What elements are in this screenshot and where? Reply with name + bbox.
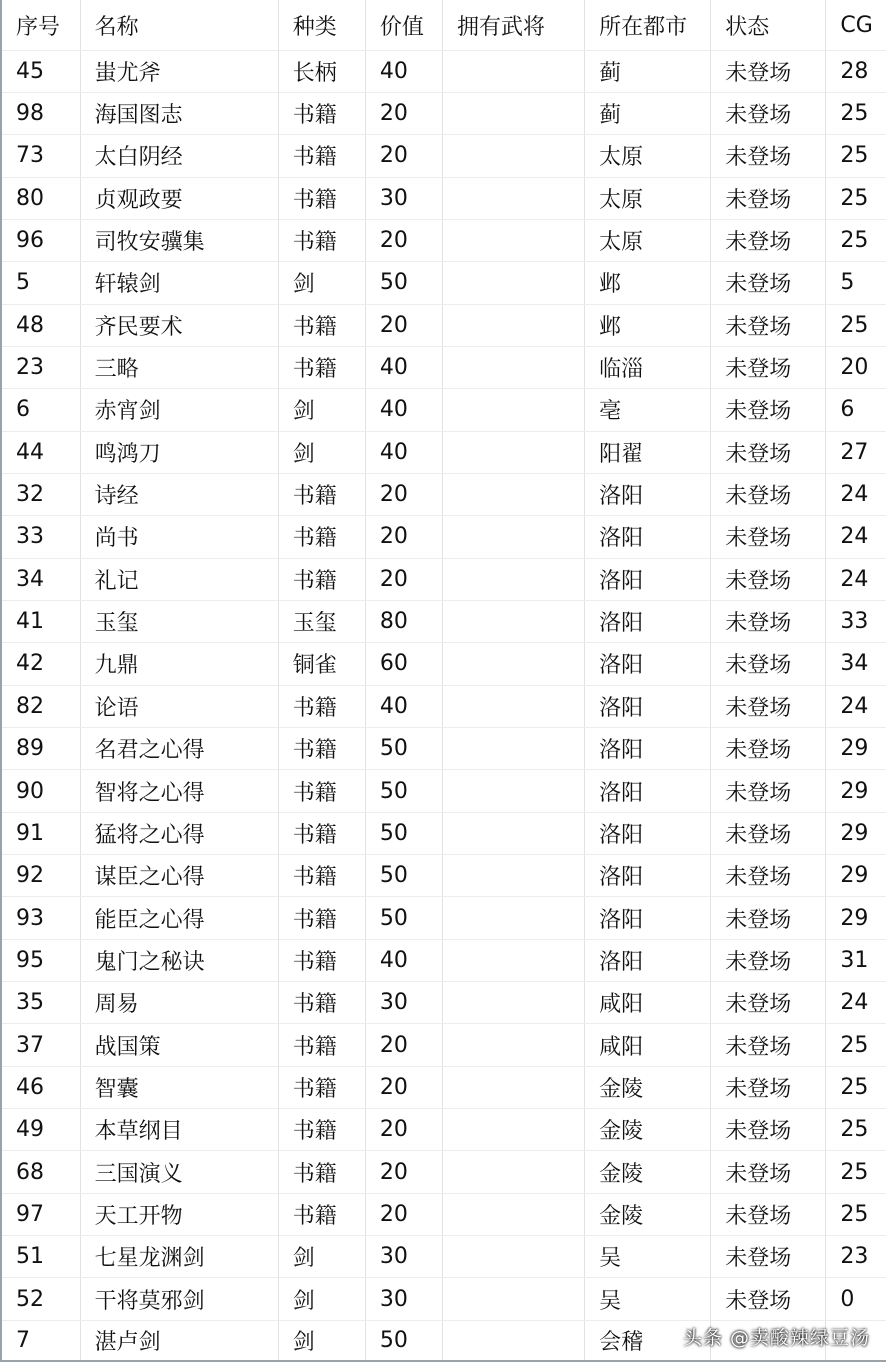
cell-status[interactable]: 未登场 xyxy=(711,304,826,346)
cell-owner[interactable] xyxy=(442,177,584,219)
cell-type[interactable]: 剑 xyxy=(278,262,365,304)
cell-id[interactable]: 98 xyxy=(1,92,80,134)
cell-type[interactable]: 书籍 xyxy=(278,304,365,346)
cell-value[interactable]: 20 xyxy=(365,1151,442,1193)
cell-cg[interactable]: 31 xyxy=(826,939,886,981)
cell-value[interactable]: 40 xyxy=(365,685,442,727)
table-row[interactable] xyxy=(1,855,886,897)
cell-cg[interactable]: 27 xyxy=(826,431,886,473)
cell-owner[interactable] xyxy=(442,1193,584,1235)
cell-owner[interactable] xyxy=(442,600,584,642)
cell-value[interactable]: 20 xyxy=(365,558,442,600)
cell-status[interactable]: 未登场 xyxy=(711,1109,826,1151)
cell-id[interactable]: 33 xyxy=(1,516,80,558)
cell-type[interactable]: 书籍 xyxy=(278,1066,365,1108)
cell-cg[interactable]: 29 xyxy=(826,855,886,897)
cell-cg[interactable] xyxy=(826,1320,886,1361)
cell-name[interactable]: 湛卢剑 xyxy=(80,1320,278,1361)
cell-cg[interactable]: 25 xyxy=(826,1151,886,1193)
cell-cg[interactable]: 34 xyxy=(826,643,886,685)
cell-name[interactable]: 战国策 xyxy=(80,1024,278,1066)
cell-cg[interactable]: 29 xyxy=(826,897,886,939)
cell-id[interactable]: 5 xyxy=(1,262,80,304)
cell-id[interactable]: 90 xyxy=(1,770,80,812)
cell-type[interactable]: 书籍 xyxy=(278,728,365,770)
cell-value[interactable]: 40 xyxy=(365,346,442,388)
cell-city[interactable]: 蓟 xyxy=(585,92,711,134)
cell-status[interactable]: 未登场 xyxy=(711,219,826,261)
cell-city[interactable]: 咸阳 xyxy=(585,1024,711,1066)
cell-type[interactable]: 书籍 xyxy=(278,1151,365,1193)
table-row[interactable] xyxy=(1,728,886,770)
cell-value[interactable]: 40 xyxy=(365,50,442,92)
cell-owner[interactable] xyxy=(442,855,584,897)
cell-name[interactable]: 三略 xyxy=(80,346,278,388)
cell-value[interactable]: 20 xyxy=(365,1024,442,1066)
table-row[interactable] xyxy=(1,812,886,854)
cell-owner[interactable] xyxy=(442,50,584,92)
cell-owner[interactable] xyxy=(442,770,584,812)
table-row[interactable] xyxy=(1,431,886,473)
cell-owner[interactable] xyxy=(442,1278,584,1320)
cell-type[interactable]: 书籍 xyxy=(278,516,365,558)
cell-name[interactable]: 蚩尤斧 xyxy=(80,50,278,92)
cell-type[interactable]: 书籍 xyxy=(278,1024,365,1066)
cell-value[interactable]: 20 xyxy=(365,304,442,346)
cell-type[interactable]: 书籍 xyxy=(278,92,365,134)
cell-type[interactable]: 书籍 xyxy=(278,177,365,219)
cell-owner[interactable] xyxy=(442,1236,584,1278)
cell-value[interactable]: 20 xyxy=(365,516,442,558)
cell-value[interactable]: 20 xyxy=(365,219,442,261)
cell-cg[interactable]: 25 xyxy=(826,1109,886,1151)
cell-name[interactable]: 贞观政要 xyxy=(80,177,278,219)
cell-cg[interactable]: 29 xyxy=(826,812,886,854)
cell-status[interactable]: 未登场 xyxy=(711,346,826,388)
cell-name[interactable]: 诗经 xyxy=(80,473,278,515)
cell-cg[interactable]: 28 xyxy=(826,50,886,92)
cell-city[interactable]: 洛阳 xyxy=(585,939,711,981)
cell-status[interactable]: 未登场 xyxy=(711,643,826,685)
cell-name[interactable]: 周易 xyxy=(80,982,278,1024)
table-row[interactable] xyxy=(1,262,886,304)
table-row[interactable] xyxy=(1,897,886,939)
cell-status[interactable]: 未登场 xyxy=(711,262,826,304)
cell-name[interactable]: 干将莫邪剑 xyxy=(80,1278,278,1320)
cell-cg[interactable]: 0 xyxy=(826,1278,886,1320)
cell-value[interactable]: 50 xyxy=(365,770,442,812)
cell-owner[interactable] xyxy=(442,473,584,515)
cell-type[interactable]: 书籍 xyxy=(278,473,365,515)
cell-owner[interactable] xyxy=(442,939,584,981)
cell-owner[interactable] xyxy=(442,346,584,388)
cell-type[interactable]: 书籍 xyxy=(278,685,365,727)
table-row[interactable] xyxy=(1,1109,886,1151)
cell-name[interactable]: 三国演义 xyxy=(80,1151,278,1193)
cell-city[interactable]: 金陵 xyxy=(585,1193,711,1235)
cell-owner[interactable] xyxy=(442,812,584,854)
cell-status[interactable]: 未登场 xyxy=(711,516,826,558)
cell-owner[interactable] xyxy=(442,685,584,727)
cell-cg[interactable]: 24 xyxy=(826,473,886,515)
column-header-name[interactable]: 名称 xyxy=(80,0,278,50)
table-row[interactable] xyxy=(1,600,886,642)
table-row[interactable] xyxy=(1,219,886,261)
cell-cg[interactable]: 20 xyxy=(826,346,886,388)
cell-value[interactable]: 80 xyxy=(365,600,442,642)
cell-type[interactable]: 剑 xyxy=(278,1320,365,1361)
cell-type[interactable]: 书籍 xyxy=(278,982,365,1024)
cell-status[interactable] xyxy=(711,1320,826,1361)
table-row[interactable] xyxy=(1,1236,886,1278)
cell-city[interactable]: 洛阳 xyxy=(585,600,711,642)
cell-name[interactable]: 能臣之心得 xyxy=(80,897,278,939)
cell-type[interactable]: 剑 xyxy=(278,389,365,431)
cell-id[interactable]: 92 xyxy=(1,855,80,897)
cell-name[interactable]: 赤宵剑 xyxy=(80,389,278,431)
cell-name[interactable]: 齐民要术 xyxy=(80,304,278,346)
cell-type[interactable]: 铜雀 xyxy=(278,643,365,685)
table-row[interactable] xyxy=(1,346,886,388)
cell-status[interactable]: 未登场 xyxy=(711,92,826,134)
cell-owner[interactable] xyxy=(442,92,584,134)
cell-id[interactable]: 7 xyxy=(1,1320,80,1361)
cell-id[interactable]: 37 xyxy=(1,1024,80,1066)
cell-id[interactable]: 49 xyxy=(1,1109,80,1151)
cell-city[interactable]: 金陵 xyxy=(585,1151,711,1193)
cell-name[interactable]: 论语 xyxy=(80,685,278,727)
cell-city[interactable]: 洛阳 xyxy=(585,855,711,897)
cell-type[interactable]: 长柄 xyxy=(278,50,365,92)
cell-owner[interactable] xyxy=(442,728,584,770)
cell-id[interactable]: 48 xyxy=(1,304,80,346)
cell-cg[interactable]: 25 xyxy=(826,219,886,261)
cell-value[interactable]: 30 xyxy=(365,1236,442,1278)
cell-owner[interactable] xyxy=(442,389,584,431)
table-row[interactable] xyxy=(1,643,886,685)
cell-id[interactable]: 42 xyxy=(1,643,80,685)
cell-status[interactable]: 未登场 xyxy=(711,855,826,897)
cell-city[interactable]: 吴 xyxy=(585,1236,711,1278)
cell-city[interactable]: 邺 xyxy=(585,304,711,346)
cell-type[interactable]: 书籍 xyxy=(278,346,365,388)
cell-city[interactable]: 洛阳 xyxy=(585,516,711,558)
cell-city[interactable]: 咸阳 xyxy=(585,982,711,1024)
table-row[interactable] xyxy=(1,1024,886,1066)
cell-id[interactable]: 35 xyxy=(1,982,80,1024)
cell-cg[interactable]: 24 xyxy=(826,558,886,600)
cell-value[interactable]: 30 xyxy=(365,1278,442,1320)
table-row[interactable] xyxy=(1,304,886,346)
cell-type[interactable]: 书籍 xyxy=(278,897,365,939)
cell-value[interactable]: 50 xyxy=(365,262,442,304)
cell-id[interactable]: 93 xyxy=(1,897,80,939)
cell-value[interactable]: 50 xyxy=(365,855,442,897)
cell-owner[interactable] xyxy=(442,1109,584,1151)
cell-cg[interactable]: 25 xyxy=(826,92,886,134)
cell-type[interactable]: 书籍 xyxy=(278,135,365,177)
cell-name[interactable]: 天工开物 xyxy=(80,1193,278,1235)
cell-owner[interactable] xyxy=(442,219,584,261)
cell-status[interactable]: 未登场 xyxy=(711,135,826,177)
cell-owner[interactable] xyxy=(442,982,584,1024)
cell-value[interactable]: 30 xyxy=(365,982,442,1024)
cell-status[interactable]: 未登场 xyxy=(711,1236,826,1278)
table-row[interactable] xyxy=(1,389,886,431)
column-header-type[interactable]: 种类 xyxy=(278,0,365,50)
cell-city[interactable]: 吴 xyxy=(585,1278,711,1320)
cell-city[interactable]: 阳翟 xyxy=(585,431,711,473)
cell-cg[interactable]: 29 xyxy=(826,770,886,812)
table-row[interactable] xyxy=(1,92,886,134)
table-row[interactable] xyxy=(1,473,886,515)
cell-value[interactable]: 20 xyxy=(365,135,442,177)
cell-value[interactable]: 20 xyxy=(365,1066,442,1108)
cell-value[interactable]: 40 xyxy=(365,389,442,431)
cell-type[interactable]: 书籍 xyxy=(278,1109,365,1151)
table-row[interactable] xyxy=(1,685,886,727)
cell-id[interactable]: 73 xyxy=(1,135,80,177)
cell-id[interactable]: 45 xyxy=(1,50,80,92)
cell-id[interactable]: 97 xyxy=(1,1193,80,1235)
cell-id[interactable]: 51 xyxy=(1,1236,80,1278)
cell-id[interactable]: 89 xyxy=(1,728,80,770)
table-row[interactable] xyxy=(1,770,886,812)
cell-name[interactable]: 司牧安骥集 xyxy=(80,219,278,261)
cell-cg[interactable]: 23 xyxy=(826,1236,886,1278)
cell-status[interactable]: 未登场 xyxy=(711,685,826,727)
cell-id[interactable]: 52 xyxy=(1,1278,80,1320)
cell-city[interactable]: 洛阳 xyxy=(585,558,711,600)
cell-type[interactable]: 书籍 xyxy=(278,812,365,854)
cell-status[interactable]: 未登场 xyxy=(711,812,826,854)
cell-type[interactable]: 书籍 xyxy=(278,855,365,897)
table-row[interactable] xyxy=(1,939,886,981)
cell-id[interactable]: 34 xyxy=(1,558,80,600)
cell-status[interactable]: 未登场 xyxy=(711,473,826,515)
cell-city[interactable]: 太原 xyxy=(585,219,711,261)
cell-city[interactable]: 太原 xyxy=(585,135,711,177)
cell-name[interactable]: 轩辕剑 xyxy=(80,262,278,304)
cell-name[interactable]: 太白阴经 xyxy=(80,135,278,177)
column-header-status[interactable]: 状态 xyxy=(711,0,826,50)
cell-id[interactable]: 95 xyxy=(1,939,80,981)
cell-status[interactable]: 未登场 xyxy=(711,177,826,219)
cell-type[interactable]: 剑 xyxy=(278,1236,365,1278)
table-row[interactable] xyxy=(1,982,886,1024)
cell-owner[interactable] xyxy=(442,643,584,685)
cell-name[interactable]: 本草纲目 xyxy=(80,1109,278,1151)
cell-name[interactable]: 九鼎 xyxy=(80,643,278,685)
cell-status[interactable]: 未登场 xyxy=(711,431,826,473)
cell-cg[interactable]: 29 xyxy=(826,728,886,770)
table-row[interactable] xyxy=(1,1193,886,1235)
cell-name[interactable]: 海国图志 xyxy=(80,92,278,134)
cell-name[interactable]: 猛将之心得 xyxy=(80,812,278,854)
cell-id[interactable]: 68 xyxy=(1,1151,80,1193)
cell-id[interactable]: 32 xyxy=(1,473,80,515)
cell-owner[interactable] xyxy=(442,516,584,558)
cell-type[interactable]: 剑 xyxy=(278,431,365,473)
cell-status[interactable]: 未登场 xyxy=(711,1151,826,1193)
cell-owner[interactable] xyxy=(442,135,584,177)
table-row[interactable] xyxy=(1,1151,886,1193)
cell-value[interactable]: 50 xyxy=(365,897,442,939)
cell-status[interactable]: 未登场 xyxy=(711,1024,826,1066)
cell-type[interactable]: 书籍 xyxy=(278,939,365,981)
cell-type[interactable]: 书籍 xyxy=(278,558,365,600)
cell-cg[interactable]: 25 xyxy=(826,1024,886,1066)
cell-name[interactable]: 名君之心得 xyxy=(80,728,278,770)
cell-value[interactable]: 20 xyxy=(365,1193,442,1235)
cell-name[interactable]: 智囊 xyxy=(80,1066,278,1108)
cell-cg[interactable]: 25 xyxy=(826,1193,886,1235)
cell-name[interactable]: 智将之心得 xyxy=(80,770,278,812)
cell-status[interactable]: 未登场 xyxy=(711,1193,826,1235)
cell-id[interactable]: 96 xyxy=(1,219,80,261)
cell-city[interactable]: 洛阳 xyxy=(585,685,711,727)
cell-city[interactable]: 洛阳 xyxy=(585,897,711,939)
cell-cg[interactable]: 25 xyxy=(826,135,886,177)
cell-owner[interactable] xyxy=(442,1024,584,1066)
cell-id[interactable]: 44 xyxy=(1,431,80,473)
cell-cg[interactable]: 25 xyxy=(826,304,886,346)
cell-city[interactable]: 洛阳 xyxy=(585,643,711,685)
cell-city[interactable]: 会稽 xyxy=(585,1320,711,1361)
cell-owner[interactable] xyxy=(442,1066,584,1108)
cell-status[interactable]: 未登场 xyxy=(711,1278,826,1320)
cell-city[interactable]: 亳 xyxy=(585,389,711,431)
cell-owner[interactable] xyxy=(442,304,584,346)
cell-cg[interactable]: 5 xyxy=(826,262,886,304)
cell-value[interactable]: 40 xyxy=(365,939,442,981)
cell-status[interactable]: 未登场 xyxy=(711,897,826,939)
cell-city[interactable]: 洛阳 xyxy=(585,728,711,770)
cell-value[interactable]: 20 xyxy=(365,1109,442,1151)
cell-id[interactable]: 46 xyxy=(1,1066,80,1108)
cell-name[interactable]: 玉玺 xyxy=(80,600,278,642)
cell-city[interactable]: 临淄 xyxy=(585,346,711,388)
cell-city[interactable]: 邺 xyxy=(585,262,711,304)
column-header-cg[interactable]: CG xyxy=(826,0,886,50)
cell-value[interactable]: 40 xyxy=(365,431,442,473)
cell-cg[interactable]: 24 xyxy=(826,685,886,727)
cell-owner[interactable] xyxy=(442,897,584,939)
cell-city[interactable]: 洛阳 xyxy=(585,473,711,515)
cell-cg[interactable]: 24 xyxy=(826,982,886,1024)
cell-value[interactable]: 20 xyxy=(365,92,442,134)
cell-city[interactable]: 洛阳 xyxy=(585,770,711,812)
table-row[interactable] xyxy=(1,1320,886,1361)
column-header-id[interactable]: 序号 xyxy=(1,0,80,50)
column-header-owner[interactable]: 拥有武将 xyxy=(442,0,584,50)
cell-owner[interactable] xyxy=(442,1151,584,1193)
cell-id[interactable]: 23 xyxy=(1,346,80,388)
cell-name[interactable]: 鸣鸿刀 xyxy=(80,431,278,473)
cell-city[interactable]: 蓟 xyxy=(585,50,711,92)
cell-cg[interactable]: 25 xyxy=(826,1066,886,1108)
cell-owner[interactable] xyxy=(442,431,584,473)
table-row[interactable] xyxy=(1,1066,886,1108)
cell-status[interactable]: 未登场 xyxy=(711,770,826,812)
column-header-value[interactable]: 价值 xyxy=(365,0,442,50)
cell-type[interactable]: 书籍 xyxy=(278,1193,365,1235)
table-row[interactable] xyxy=(1,135,886,177)
cell-name[interactable]: 尚书 xyxy=(80,516,278,558)
cell-id[interactable]: 6 xyxy=(1,389,80,431)
cell-value[interactable]: 20 xyxy=(365,473,442,515)
cell-status[interactable]: 未登场 xyxy=(711,728,826,770)
cell-status[interactable]: 未登场 xyxy=(711,389,826,431)
cell-name[interactable]: 谋臣之心得 xyxy=(80,855,278,897)
cell-city[interactable]: 金陵 xyxy=(585,1066,711,1108)
cell-owner[interactable] xyxy=(442,1320,584,1361)
table-row[interactable] xyxy=(1,558,886,600)
header-row xyxy=(1,0,886,50)
cell-city[interactable]: 太原 xyxy=(585,177,711,219)
table-row[interactable] xyxy=(1,516,886,558)
table-row[interactable] xyxy=(1,50,886,92)
cell-status[interactable]: 未登场 xyxy=(711,50,826,92)
cell-status[interactable]: 未登场 xyxy=(711,600,826,642)
cell-owner[interactable] xyxy=(442,262,584,304)
table-row[interactable] xyxy=(1,177,886,219)
cell-status[interactable]: 未登场 xyxy=(711,939,826,981)
cell-value[interactable]: 50 xyxy=(365,812,442,854)
cell-value[interactable]: 50 xyxy=(365,1320,442,1361)
cell-type[interactable]: 书籍 xyxy=(278,770,365,812)
cell-city[interactable]: 洛阳 xyxy=(585,812,711,854)
cell-city[interactable]: 金陵 xyxy=(585,1109,711,1151)
column-header-city[interactable]: 所在都市 xyxy=(585,0,711,50)
cell-name[interactable]: 七星龙渊剑 xyxy=(80,1236,278,1278)
cell-name[interactable]: 鬼门之秘诀 xyxy=(80,939,278,981)
cell-id[interactable]: 80 xyxy=(1,177,80,219)
cell-type[interactable]: 书籍 xyxy=(278,219,365,261)
cell-value[interactable]: 60 xyxy=(365,643,442,685)
cell-status[interactable]: 未登场 xyxy=(711,558,826,600)
cell-id[interactable]: 41 xyxy=(1,600,80,642)
cell-id[interactable]: 91 xyxy=(1,812,80,854)
cell-type[interactable]: 剑 xyxy=(278,1278,365,1320)
cell-status[interactable]: 未登场 xyxy=(711,1066,826,1108)
cell-value[interactable]: 30 xyxy=(365,177,442,219)
cell-status[interactable]: 未登场 xyxy=(711,982,826,1024)
cell-name[interactable]: 礼记 xyxy=(80,558,278,600)
cell-cg[interactable]: 6 xyxy=(826,389,886,431)
cell-id[interactable]: 82 xyxy=(1,685,80,727)
watermark-text: 头条 @卖酸辣绿豆汤 xyxy=(682,1327,870,1349)
cell-cg[interactable]: 33 xyxy=(826,600,886,642)
cell-owner[interactable] xyxy=(442,558,584,600)
table-body xyxy=(1,50,886,1361)
table-row[interactable] xyxy=(1,1278,886,1320)
cell-cg[interactable]: 24 xyxy=(826,516,886,558)
cell-cg[interactable]: 25 xyxy=(826,177,886,219)
cell-type[interactable]: 玉玺 xyxy=(278,600,365,642)
cell-value[interactable]: 50 xyxy=(365,728,442,770)
